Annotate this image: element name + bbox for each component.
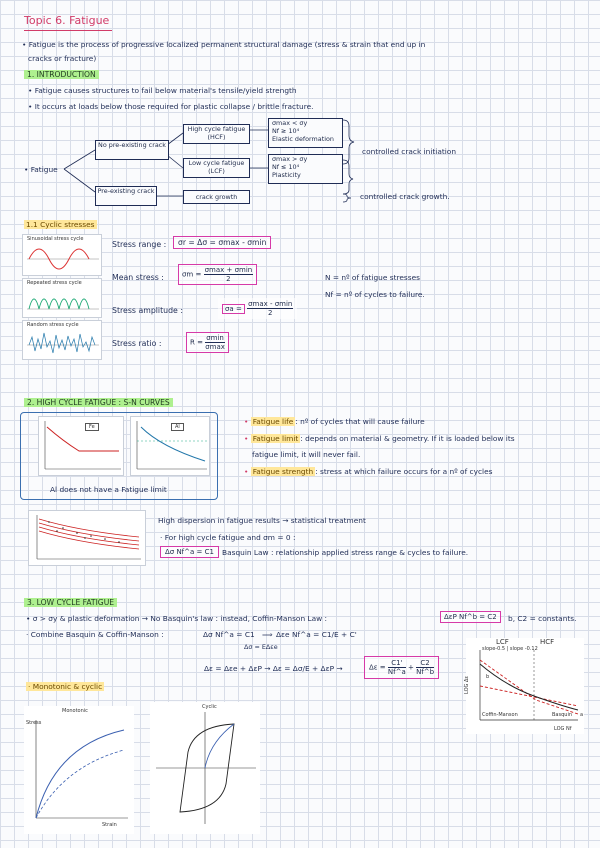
basquin-formula: Δσ Nf^a = C1 <box>160 546 219 558</box>
stress-amplitude-formula <box>218 298 297 319</box>
monotonic-x-label: Strain <box>102 822 117 828</box>
section-heading-hcf: 2. HIGH CYCLE FATIGUE : S-N CURVES <box>24 398 173 407</box>
stress-range-formula: σr = Δσ = σmax - σmin <box>173 236 271 249</box>
tree-node-pre-crack: Pre-existing crack <box>95 186 157 206</box>
dispersion-note: High dispersion in fatigue results → statistical treatment <box>158 516 366 525</box>
basquin-law-text: Basquin Law : relationship applied stress range & cycles to failure. <box>222 548 469 557</box>
mean-stress-label: Mean stress : <box>112 273 164 282</box>
tree-node-crack-growth: crack growth <box>183 190 250 204</box>
chart-hcf-label: HCF <box>540 638 555 646</box>
cyclic-hysteresis-figure <box>150 702 260 834</box>
chart-xaxis-label: LOG Nf <box>554 726 572 732</box>
mean-denominator: 2 <box>226 275 231 283</box>
random-stress-figure <box>22 320 102 360</box>
total-strain-equation: Δε = Δεe + ΔεP → Δε = Δσ/E + ΔεP → <box>204 664 343 673</box>
final-term2-den: Nf^b <box>416 668 435 676</box>
def-fatigue-strength: • Fatigue strength : stress at which failure occurs for a nº of cycles <box>244 467 493 476</box>
al-fatigue-limit-note: Al does not have a Fatigue limit <box>50 485 167 494</box>
def-fatigue-strength-text: : stress at which failure occurs for a nº of cycles <box>315 467 493 476</box>
mean-numerator: σmax + σmin <box>204 266 253 274</box>
controlled-crack-growth: controlled crack growth. <box>360 192 450 201</box>
stress-ratio-formula <box>186 332 229 353</box>
chart-slopes-label: slope-0.5 | slope -0.12 <box>482 646 538 652</box>
chart-coffin-label: Coffin-Manson <box>482 712 518 718</box>
def-fatigue-life-text: : nº of cycles that will cause failure <box>295 417 425 426</box>
amp-lhs: σa = <box>222 304 245 314</box>
stress-amplitude-label: Stress amplitude : <box>112 306 183 315</box>
tree-root-fatigue: • Fatigue <box>24 165 58 174</box>
combine-result: Δεe Nf^a = C1/E + C' <box>276 630 357 639</box>
chart-lcf-label: LCF <box>496 638 509 646</box>
combine-substitution: Δσ = EΔεe <box>244 643 278 651</box>
section-heading-lcf: 3. LOW CYCLE FATIGUE <box>24 598 117 607</box>
tree-node-no-crack: No pre-existing crack <box>95 140 169 160</box>
final-term1-num: C1' <box>388 659 406 668</box>
ratio-lhs: R = <box>190 338 203 347</box>
sn-curve-al-figure <box>130 416 210 476</box>
note-n-stresses: N = nº of fatigue stresses <box>325 273 421 282</box>
mean-lhs: σm = <box>182 270 202 279</box>
combine-arrow: ⟹ <box>262 630 273 639</box>
lcf-prop-stress: σmax > σy <box>272 155 308 163</box>
monotonic-title: Monotonic <box>62 708 88 714</box>
hcf-prop-cycles: Nf ≥ 10⁴ <box>272 127 300 135</box>
coffin-constants: b, C2 = constants. <box>508 614 577 623</box>
amp-numerator: σmax - σmin <box>248 300 293 308</box>
term-fatigue-life: Fatigue life <box>252 417 294 426</box>
sinusoidal-stress-figure <box>22 234 102 276</box>
stress-range-label: Stress range : <box>112 240 167 249</box>
lcf-prop-cycles: Nf ≤ 10⁴ <box>272 163 300 171</box>
lcf-properties <box>268 154 343 184</box>
final-term1-den: Nf^a <box>387 668 406 676</box>
chart-basquin-label: Basquin <box>552 712 572 718</box>
final-term2-num: C2 <box>416 659 434 668</box>
monotonic-y-label: Stress <box>26 720 42 726</box>
title-underline <box>24 30 112 31</box>
hcf-properties <box>268 118 343 148</box>
def-fatigue-life: • Fatigue life : nº of cycles that will cause failure <box>244 417 425 426</box>
sn-al-label: Al <box>171 423 184 431</box>
total-strain-formula: Δε = $\frac{C1'}{Nf\^{}a}$ + $\frac{C2}{Nf\^{}b}$ <box>364 656 439 679</box>
def-fatigue-limit-text: : depends on material & geometry. If it is loaded below its <box>300 434 515 443</box>
stress-ratio-label: Stress ratio : <box>112 339 162 348</box>
ratio-numerator: σmin <box>206 334 224 342</box>
controlled-crack-initiation: controlled crack initiation <box>362 147 457 156</box>
sn-curve-fe-figure <box>38 416 124 476</box>
cyclic-title: Cyclic <box>202 704 217 710</box>
sinusoidal-label: Sinusoidal stress cycle <box>27 236 84 242</box>
repeated-stress-figure <box>22 278 102 318</box>
intro-bullet-1: • Fatigue causes structures to fail below material's tensile/yield strength <box>28 86 297 95</box>
section-heading-introduction: 1. INTRODUCTION <box>24 70 99 79</box>
final-lhs: Δε = <box>369 663 386 672</box>
monotonic-cyclic-label: · Monotonic & cyclic <box>28 682 103 691</box>
lcf-bullet-2: · Combine Basquin & Coffin-Manson : <box>26 630 164 639</box>
tree-node-lcf: Low cycle fatigue (LCF) <box>183 158 250 178</box>
monotonic-figure <box>24 706 134 834</box>
chart-yaxis-label: LOG Δε <box>464 675 470 694</box>
fatigue-definition-cont: cracks or fracture) <box>28 54 97 63</box>
dispersion-figure <box>28 510 146 566</box>
hcf-prop-stress: σmax < σy <box>272 119 308 127</box>
high-cycle-condition: · For high cycle fatigue and σm = 0 : <box>160 533 296 542</box>
note-nf-cycles: Nf = nº of cycles to failure. <box>325 290 425 299</box>
repeated-label: Repeated stress cycle <box>27 280 82 286</box>
def-fatigue-limit-cont: fatigue limit, it will never fail. <box>252 450 361 459</box>
lcf-prop-plasticity: Plasticity <box>272 171 301 179</box>
mean-stress-formula <box>178 264 257 285</box>
strain-life-chart <box>466 638 584 734</box>
term-fatigue-strength: Fatigue strength <box>252 467 314 476</box>
random-label: Random stress cycle <box>27 322 79 328</box>
lcf-bullet-1: • σ > σy & plastic deformation → No Basquin's law : instead, Coffin-Manson Law : <box>26 614 328 623</box>
intro-bullet-2: • It occurs at loads below those required for plastic collapse / brittle fracture. <box>28 102 314 111</box>
page-title: Topic 6. Fatigue <box>24 14 110 27</box>
coffin-manson-formula: ΔεP Nf^b = C2 <box>440 611 501 623</box>
section-heading-cyclic-stresses: 1.1 Cyclic stresses <box>26 220 95 229</box>
ratio-denominator: σmax <box>205 343 225 351</box>
fatigue-definition: • Fatigue is the process of progressive localized permanent structural damage (stress & strain that end up in <box>22 40 426 49</box>
hcf-prop-deformation: Elastic deformation <box>272 135 334 143</box>
chart-a-label: a <box>580 712 584 718</box>
chart-b-label: b <box>486 674 490 680</box>
term-fatigue-limit: Fatigue limit <box>252 434 299 443</box>
def-fatigue-limit: • Fatigue limit : depends on material & geometry. If it is loaded below its <box>244 434 515 443</box>
combine-basquin: Δσ Nf^a = C1 <box>203 630 255 639</box>
amp-denominator: 2 <box>267 309 273 317</box>
sn-fe-label: Fe <box>85 423 99 431</box>
tree-node-hcf: High cycle fatigue (HCF) <box>183 124 250 144</box>
